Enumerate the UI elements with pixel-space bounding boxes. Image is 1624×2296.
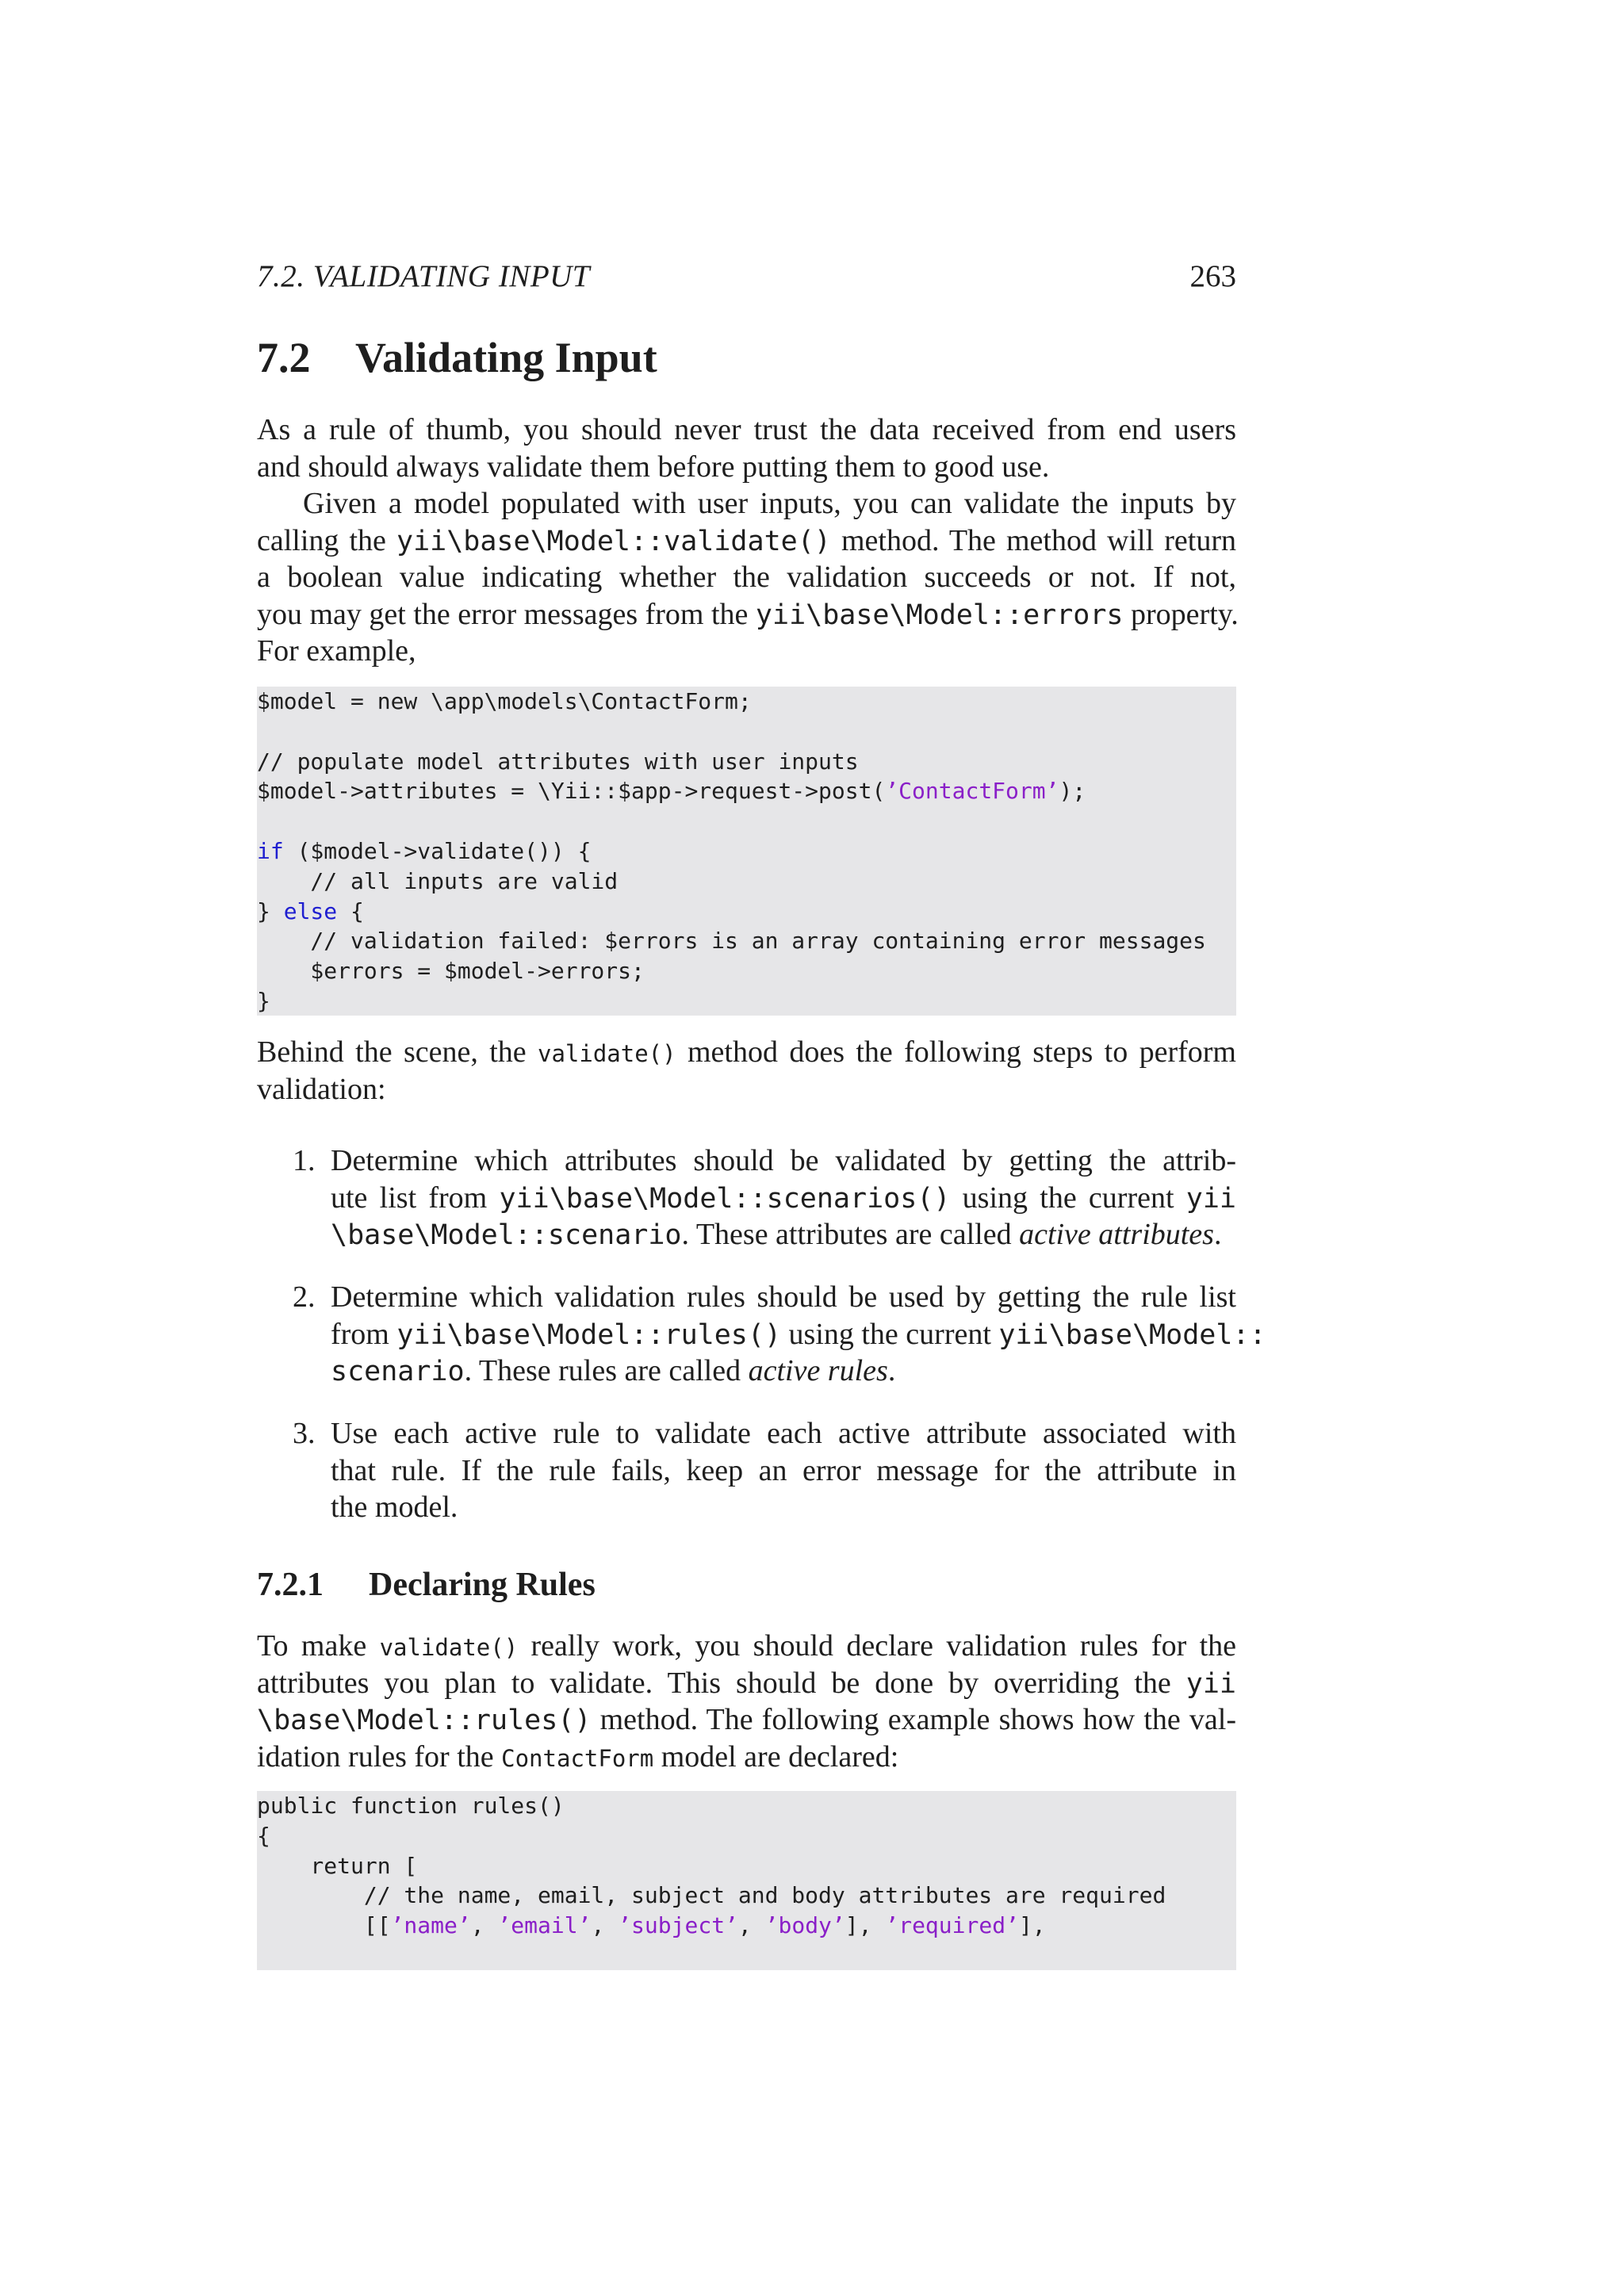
text-line: idation rules for the ContactForm model are declared: <box>257 1739 899 1774</box>
running-header-title: 7.2. VALIDATING INPUT <box>257 259 590 293</box>
code-string: ’name’ <box>390 1912 471 1939</box>
inline-code: yii\base\Model::scenarios() <box>499 1182 951 1215</box>
text-line: Determine which attributes should be validated by getting the attrib- <box>331 1144 1236 1177</box>
text-line: To make validate() really work, you should declare validation rules for the <box>257 1629 1236 1663</box>
code-line: } <box>257 987 270 1014</box>
text-line: that rule. If the rule fails, keep an error message for the attribute in <box>331 1453 1236 1487</box>
inline-code: yii\base\Model::rules() <box>396 1318 782 1351</box>
code-keyword: if <box>257 837 284 864</box>
text-line: \base\Model::scenario. These attributes are called active attributes. <box>331 1218 1222 1251</box>
inline-code: yii\base\Model::errors <box>755 599 1124 631</box>
code-comment: // validation failed: $errors is an array containing error messages <box>257 928 1206 955</box>
code-line: $model = new \app\models\ContactForm; <box>257 688 752 714</box>
subsection-heading <box>257 1566 596 1604</box>
intro-paragraph-2 <box>257 485 1239 670</box>
code-line: return [ <box>257 1852 418 1879</box>
code-string: ’subject’ <box>618 1912 738 1939</box>
inline-code: yii\base\Model::validate() <box>396 525 831 557</box>
text-line: As a rule of thumb, you should never trust the data received from end users <box>257 413 1236 446</box>
inline-code: scenario <box>331 1356 465 1387</box>
code-block-rules <box>257 1791 1236 1970</box>
text-line: Use each active rule to validate each active attribute associated with <box>331 1417 1236 1450</box>
section-heading <box>257 333 657 382</box>
list-marker: 1. <box>293 1144 316 1177</box>
code-line: public function rules() <box>257 1793 565 1819</box>
inline-code: validate() <box>379 1634 519 1661</box>
text-line: validation: <box>257 1072 386 1106</box>
section-title: Validating Input <box>355 334 657 381</box>
code-line: $model->attributes = \Yii::$app->request->post(’ContactForm’); <box>257 778 1086 805</box>
code-comment: // all inputs are valid <box>257 867 619 894</box>
section-number: 7.2 <box>257 334 311 381</box>
code-line: } else { <box>257 897 364 924</box>
text-line: you may get the error messages from the yii\base\Model::errors property. <box>257 597 1239 631</box>
inline-code: yii <box>1185 1182 1236 1215</box>
code-keyword: else <box>283 897 338 924</box>
text-line: ute list from yii\base\Model::scenarios() using the current yii <box>331 1181 1236 1215</box>
code-line: $errors = $model->errors; <box>257 958 645 985</box>
code-line: { <box>257 1822 270 1849</box>
code-string: ’body’ <box>764 1912 845 1939</box>
text-line: the model. <box>331 1490 458 1524</box>
text-line: from yii\base\Model::rules() using the current yii\base\Model:: <box>331 1317 1266 1351</box>
code-comment: // the name, email, subject and body attributes are required <box>257 1882 1166 1909</box>
text-line: \base\Model::rules() method. The following example shows how the val- <box>257 1703 1236 1736</box>
text-line: For example, <box>257 634 416 668</box>
inline-code: yii\base\Model:: <box>998 1318 1266 1351</box>
code-line-blank <box>257 806 1236 836</box>
list-item-step-3 <box>257 1415 1236 1526</box>
code-line: if ($model->validate()) { <box>257 837 592 864</box>
text-line: a boolean value indicating whether the validation succeeds or not. If not, <box>257 561 1236 594</box>
text-line: calling the yii\base\Model::validate() method. The method will return <box>257 523 1236 557</box>
inline-code: \base\Model::scenario <box>331 1219 682 1251</box>
text-line: Determine which validation rules should be used by getting the rule list <box>331 1280 1236 1314</box>
list-marker: 2. <box>293 1280 316 1314</box>
inline-code: ContactForm <box>501 1744 654 1772</box>
text-line: and should always validate them before putting them to good use. <box>257 450 1050 484</box>
text-line: Behind the scene, the validate() method does the following steps to perform <box>257 1035 1236 1069</box>
text-line: attributes you plan to validate. This should be done by overriding the yii <box>257 1666 1236 1700</box>
list-item-step-1 <box>257 1142 1236 1253</box>
list-marker: 3. <box>293 1417 316 1450</box>
code-string: ’email’ <box>497 1912 592 1939</box>
code-comment: // populate model attributes with user inputs <box>257 748 859 775</box>
intro-paragraph-1 <box>257 411 1236 485</box>
page-number: 263 <box>1189 259 1236 293</box>
code-block-validate <box>257 687 1236 1016</box>
code-line: [[’name’, ’email’, ’subject’, ’body’], ’required’], <box>257 1912 1046 1939</box>
inline-code: yii <box>1185 1667 1236 1700</box>
behind-scene-paragraph <box>257 1034 1236 1108</box>
code-string: ’required’ <box>885 1912 1019 1939</box>
subsection-title: Declaring Rules <box>369 1567 596 1603</box>
declaring-rules-paragraph <box>257 1628 1236 1775</box>
list-item-step-2 <box>257 1279 1266 1390</box>
emphasis: active attributes <box>1019 1218 1214 1251</box>
emphasis: active rules <box>748 1354 888 1387</box>
code-line-blank <box>257 717 1236 747</box>
text-line: Given a model populated with user inputs, you can validate the inputs by <box>303 487 1236 520</box>
code-string: ’ContactForm’ <box>885 778 1059 805</box>
text-line: scenario. These rules are called active rules. <box>331 1354 896 1387</box>
subsection-number: 7.2.1 <box>257 1567 324 1603</box>
inline-code: validate() <box>538 1040 676 1067</box>
inline-code: \base\Model::rules() <box>257 1705 592 1736</box>
